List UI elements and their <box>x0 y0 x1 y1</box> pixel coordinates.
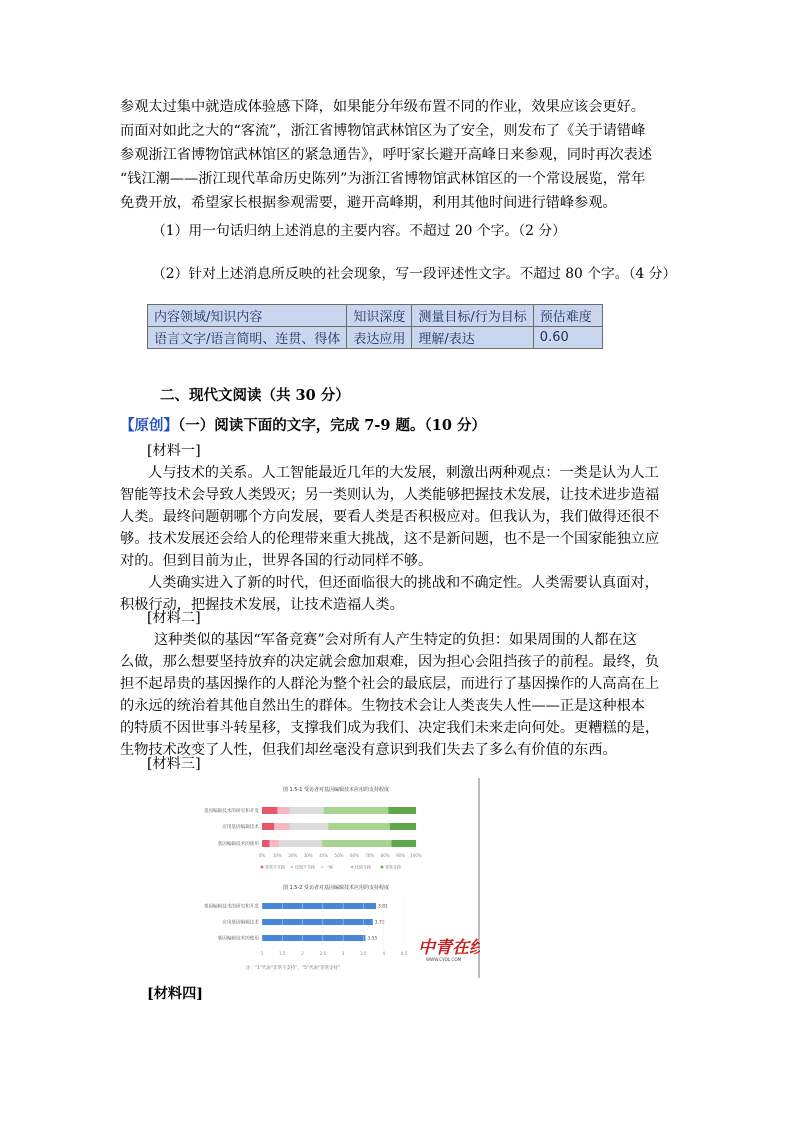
intro-line: 参观浙江省博物馆武林馆区的紧急通告》，呼吁家长避开高峰日来参观，同时再次表述 <box>120 147 653 163</box>
intro-line: 参观太过集中就造成体验感下降，如果能分年级布置不同的作业，效果应该会更好。 <box>120 99 645 115</box>
chart-2-title: 图 1.5-2 受访者对基因编辑技术应用的支持程度 <box>282 885 390 891</box>
stacked-bar-segment <box>388 807 416 814</box>
stacked-bar-segment <box>322 840 391 847</box>
data-label: 3.73 <box>374 920 385 926</box>
question-2: （2）针对上述消息所反映的社会现象，写一段评述性文字。不超过 80 个字。（4 分） <box>152 266 677 282</box>
data-label: 3.55 <box>367 936 378 942</box>
chart-1-title: 图 1.5-1 受访者对基因编辑技术应用的支持程度 <box>282 787 390 793</box>
stacked-bar-segment <box>391 840 416 847</box>
text-line: 么做，那么想要坚持放弃的决定就会愈加艰难，因为担心会阻挡孩子的前程。最终，负 <box>120 654 660 670</box>
x-tick-label: 4 <box>382 951 385 956</box>
text-line: 人类确实进入了新的时代，但还面临很大的挑战和不确定性。人类需要认真面对， <box>148 575 659 591</box>
table-cell: 测量目标/行为目标 <box>412 305 533 327</box>
logo-url: WWW.CYOL.COM <box>426 957 462 962</box>
text-line: 积极行动，把握技术发展，让技术造福人类。 <box>120 597 404 613</box>
x-tick-label: 20% <box>288 853 298 858</box>
text-line: 智能等技术会导致人类毁灭；另一类则认为，人类能够把握技术发展，让技术进步造福 <box>120 487 660 503</box>
table-row <box>148 327 603 349</box>
material-3-label: [材料三] <box>147 756 201 772</box>
stacked-bar-segment <box>274 823 289 830</box>
x-tick-label: 3 <box>341 951 345 956</box>
bar <box>262 919 373 925</box>
text-line: 这种类似的基因“军备竞赛”会对所有人产生特定的负担：如果周围的人都在这 <box>154 632 637 648</box>
x-tick-label: 1 <box>260 951 264 956</box>
text-line: 人类。最终问题朝哪个方向发展，要看人类是否积极应对。但我认为，我们做得还很不 <box>120 509 660 525</box>
table-cell: 0.60 <box>533 327 602 349</box>
chart-1-plot <box>204 807 422 870</box>
stacked-bar-segment <box>328 823 390 830</box>
table-cell: 表达应用 <box>347 327 412 349</box>
x-tick-label: 10% <box>272 853 282 858</box>
x-tick-label: 30% <box>303 853 313 858</box>
question-1: （1）用一句话归纳上述消息的主要内容。不超过 20 个字。（2 分） <box>152 223 566 239</box>
intro-line: “钱江潮——浙江现代革命历史陈列”为浙江省博物馆武林馆区的一个常设展览，常年 <box>120 171 646 187</box>
data-label: 3.81 <box>378 904 388 910</box>
stacked-bar-segment <box>279 840 322 847</box>
x-tick-label: 0% <box>258 853 266 858</box>
section-heading: 二、现代文阅读（共 30 分） <box>160 387 350 404</box>
text-line: 够。技术发展还会给人的伦理带来重大挑战，这不是新问题，也不是一个国家能独立应 <box>120 531 660 547</box>
bar <box>262 903 376 909</box>
text-line: 的特质不因世事斗转星移，支撑我们成为我们、决定我们未来走向何处。更糟糕的是， <box>120 720 660 736</box>
category-label: 基因编辑技术的研究和开发 <box>203 809 259 814</box>
subsection-heading <box>120 414 486 435</box>
watermark-logo <box>418 938 480 962</box>
stacked-bar-segment <box>262 840 270 847</box>
x-tick-label: 40% <box>319 853 329 858</box>
table-cell: 知识深度 <box>347 305 412 327</box>
chart-2-note: 注：“1”代表“非常不支持”，“5”代表“非常支持” <box>246 966 341 971</box>
intro-line: 而面对如此之大的“客流”，浙江省博物馆武林馆区为了安全，则发布了《关于请错峰 <box>120 123 646 139</box>
category-label: 基因编辑技术的研究和开发 <box>203 904 259 910</box>
x-tick-label: 80% <box>380 853 390 858</box>
stacked-bar-segment <box>277 807 289 814</box>
material-2-label: [材料二] <box>147 610 201 626</box>
x-tick-label: 50% <box>334 853 344 858</box>
category-label: 应用基因编辑技术 <box>222 920 259 926</box>
stacked-bar-segment <box>262 823 274 830</box>
text-line: 生物技术改变了人性，但我们却丝毫没有意识到我们失去了多么有价值的东西。 <box>120 742 617 758</box>
x-tick-label: 100% <box>410 853 422 858</box>
bar <box>262 935 365 941</box>
table-cell: 语言文字/语言简明、连贯、得体 <box>148 327 347 349</box>
legend-swatch <box>291 866 294 869</box>
x-tick-label: 4.5 <box>400 951 408 956</box>
assessment-table <box>147 304 603 349</box>
x-tick-label: 2.5 <box>319 951 327 956</box>
subsection-title: （一）阅读下面的文字，完成 7-9 题。（10 分） <box>178 417 487 434</box>
category-label: 基因编辑技术的使用 <box>217 936 259 942</box>
legend-label: 非常不支持 <box>265 864 285 870</box>
x-tick-label: 1.5 <box>279 951 286 956</box>
x-tick-label: 60% <box>349 853 359 858</box>
text-line: 对的。但到目前为止，世界各国的行动同样不够。 <box>120 553 433 569</box>
table-header-row <box>148 305 603 327</box>
legend-swatch <box>351 866 354 869</box>
chart-image <box>186 778 480 978</box>
x-tick-label: 70% <box>365 853 375 858</box>
legend-swatch <box>381 866 384 869</box>
legend-label: 比较不支持 <box>295 864 315 870</box>
logo-text: 中青在线 <box>418 938 480 958</box>
original-tag: 【原创】 <box>120 417 178 434</box>
legend-swatch <box>261 866 264 869</box>
x-tick-label: 2 <box>301 951 304 956</box>
intro-line: 免费开放，希望家长根据参观需要，避开高峰期，利用其他时间进行错峰参观。 <box>120 195 617 211</box>
text-line: 人与技术的关系。人工智能最近几年的大发展，刺激出两种观点：一类是认为人工 <box>148 465 659 481</box>
stacked-bar-segment <box>324 807 389 814</box>
chart-svg <box>186 778 480 978</box>
stacked-bar-segment <box>290 823 329 830</box>
table-cell: 预估难度 <box>533 305 602 327</box>
stacked-bar-segment <box>270 840 279 847</box>
stacked-bar-segment <box>262 807 277 814</box>
text-line: 的永远的统治着其他自然出生的群体。生物技术会让人类丧失人性——正是这种根本 <box>120 698 645 714</box>
category-label: 基因编辑技术的使用 <box>217 842 259 847</box>
stacked-bar-segment <box>290 807 324 814</box>
legend-swatch <box>321 866 324 869</box>
text-line: 担不起昂贵的基因操作的人群沦为整个社会的最底层，而进行了基因操作的人高高在上 <box>120 676 660 692</box>
legend-label: 一般 <box>325 864 333 870</box>
category-label: 应用基因编辑技术 <box>222 825 259 830</box>
legend-label: 非常支持 <box>385 864 401 870</box>
table-cell: 内容领域/知识内容 <box>148 305 347 327</box>
legend-label: 比较支持 <box>355 864 371 870</box>
stacked-bar-segment <box>390 823 416 830</box>
material-1-label: [材料一] <box>147 443 201 459</box>
chart-2-plot <box>204 898 408 956</box>
x-tick-label: 90% <box>396 853 406 858</box>
material-4-label: [材料四] <box>147 986 203 1002</box>
table-cell: 理解/表达 <box>412 327 533 349</box>
x-tick-label: 3.5 <box>360 951 367 956</box>
